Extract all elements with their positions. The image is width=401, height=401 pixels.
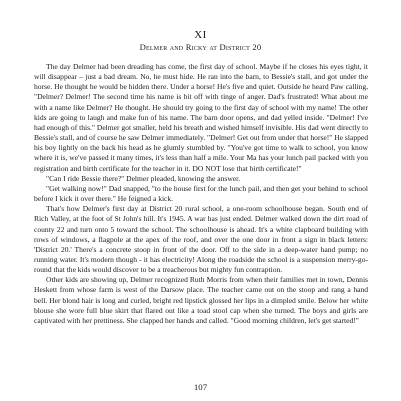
- paragraph: "Get walking now!" Dad snapped, "to the house first for the lunch pail, and then get your behind to school before I kick it over there." He feigned a kick.: [34, 183, 368, 204]
- paragraph: The day Delmer had been dreading has come, the first day of school. Maybe if he closes his eyes tight, it will disappear – just a bad dream. No, he must hide. He ran into the barn, to Bessie's stall, and got under the horse. He thought he would be hidden there. Under a horse! He's five and quiet. Outside he heard Paw calling, "Delmer? Delmer! The second time his name is bit off with tinge of anger. Dad's frustrated! What about me with a name like Delmer? He thought. He should try going to the first day of school with my name! The other kids are going to laugh and make fun of his name. The barn door opens, and dad yelled inside. "Delmer! I've had enough of this." Delmer got smaller, held his breath and wished himself invisible. His dad went directly to Bessie's stall, and of course he saw Delmer immediately. "Delmer! Get out from under that horse!" He slapped his boy lightly on the back his head as he glumly stumbled by. "You've got time to walk to school, you know where it is, we've passed it many times, it's less than half a mile. Your Ma has your lunch pail packed with you registration and birth certificate for the teacher in it. DO NOT lose that birth certificate!": [34, 62, 368, 173]
- paragraph: That's how Delmer's first day at District 20 rural school, a one-room schoolhouse began. South end of Rich Valley, at the foot of St John's hill. It's 1945. A war has just ended. Delmer walked down the dirt road of county 22 and turn onto 5 toward the school. The schoolhouse is ahead. It's a white clapboard building with rows of windows, a flagpole at the apex of the roof, and over the one door in front a sign in black letters: 'District 20.' There's a concrete stoop in front of the door. Off to the side in a deep-water hand pump; no running water. It's modern though - it has electricity! Along the roadside the school is a suspension merry-go-round that the kids would discover to be a treacherous but mighty fun contraption.: [34, 204, 368, 275]
- page-number: 107: [193, 382, 208, 392]
- paragraph: "Can I ride Bessie there?" Delmer pleaded, knowing the answer.: [46, 173, 241, 183]
- chapter-number: XI: [194, 29, 207, 41]
- paragraph: Other kids are showing up, Delmer recognized Ruth Morris from when their families met in town, Dennis Heskett from whose farm is west of the Darsow place. The teacher came out on the stoop and rang a hand bell. Her blond hair is long and curled, bright red lipstick glossed her lips in a dimpled smile. Below her white blouse she wore full blue skirt that flared out like a toad stool cap when she turned. The boys and girls are captivated with her prettiness. She clapped her hands and called. "Good morning children, let's get started!": [34, 275, 368, 325]
- chapter-title: Delmer and Ricky at District 20: [139, 42, 262, 52]
- chapter-body: [34, 62, 368, 326]
